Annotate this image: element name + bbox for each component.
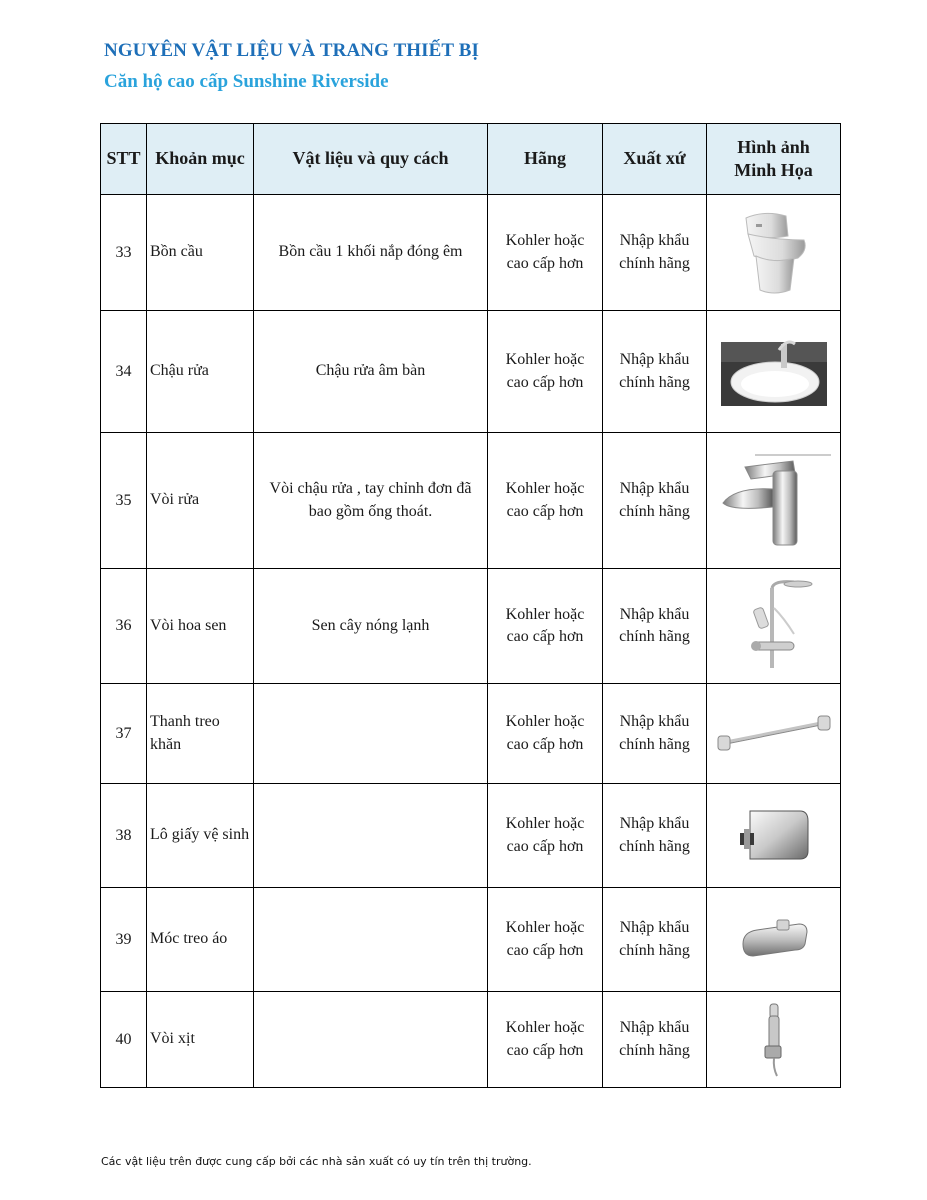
origin-line2: chính hãng	[619, 502, 690, 520]
row-spec	[254, 684, 488, 784]
row-origin	[603, 684, 707, 784]
header-stt: STT	[101, 124, 147, 195]
brand-line2: cao cấp hơn	[506, 941, 584, 959]
brand-line1: Kohler hoặc	[505, 1019, 585, 1037]
header-image	[707, 124, 841, 195]
origin-line1: Nhập khẩu	[619, 480, 690, 498]
brand-line2: cao cấp hơn	[506, 735, 584, 753]
bidet-sprayer-icon	[759, 1002, 789, 1078]
origin-line2: chính hãng	[619, 941, 690, 959]
row-item: Móc treo áo	[147, 888, 254, 992]
faucet-icon	[715, 453, 833, 549]
row-brand	[488, 888, 603, 992]
row-image	[707, 311, 841, 433]
row-spec	[254, 992, 488, 1088]
row-origin	[603, 888, 707, 992]
row-item: Bồn cầu	[147, 195, 254, 311]
origin-line1: Nhập khẩu	[619, 605, 690, 623]
row-stt: 38	[101, 784, 147, 888]
row-brand	[488, 569, 603, 684]
table-row	[101, 784, 841, 888]
origin-line1: Nhập khẩu	[619, 713, 690, 731]
robe-hook-icon	[739, 918, 809, 962]
row-spec: Chậu rửa âm bàn	[254, 311, 488, 433]
row-spec: Sen cây nóng lạnh	[254, 569, 488, 684]
header-image-line2: Minh Họa	[734, 160, 813, 180]
brand-line2: cao cấp hơn	[506, 628, 584, 645]
row-origin	[603, 784, 707, 888]
brand-line1: Kohler hoặc	[505, 713, 585, 731]
brand-line2: cao cấp hơn	[506, 837, 584, 855]
row-image	[707, 569, 841, 684]
row-image	[707, 195, 841, 311]
row-item: Vòi hoa sen	[147, 569, 254, 684]
origin-line2: chính hãng	[619, 735, 690, 753]
brand-line2: cao cấp hơn	[506, 373, 584, 391]
table-row	[101, 195, 841, 311]
table-row	[101, 684, 841, 784]
table-row	[101, 311, 841, 433]
row-origin	[603, 195, 707, 311]
table-header-row	[101, 124, 841, 195]
row-brand	[488, 784, 603, 888]
row-origin	[603, 433, 707, 569]
origin-line1: Nhập khẩu	[619, 351, 690, 369]
origin-line1: Nhập khẩu	[619, 1019, 690, 1037]
row-spec: Bồn cầu 1 khối nắp đóng êm	[254, 195, 488, 311]
row-item: Thanh treo khăn	[147, 684, 254, 784]
row-item: Chậu rửa	[147, 311, 254, 433]
row-stt: 36	[101, 569, 147, 684]
row-brand	[488, 195, 603, 311]
materials-table	[100, 123, 841, 1088]
table-row	[101, 433, 841, 569]
row-image	[707, 888, 841, 992]
origin-line1: Nhập khẩu	[619, 919, 690, 937]
row-brand	[488, 433, 603, 569]
brand-line1: Kohler hoặc	[505, 232, 585, 250]
row-brand	[488, 684, 603, 784]
row-image	[707, 784, 841, 888]
page-title: NGUYÊN VẬT LIỆU VÀ TRANG THIẾT BỊ	[104, 40, 479, 61]
row-spec: Vòi chậu rửa , tay chỉnh đơn đã bao gồm ống thoát.	[254, 433, 488, 569]
row-item: Vòi xịt	[147, 992, 254, 1088]
row-origin	[603, 992, 707, 1088]
table-row	[101, 992, 841, 1088]
row-item: Lô giấy vệ sinh	[147, 784, 254, 888]
header-item: Khoản mục	[147, 124, 254, 195]
header-origin: Xuất xứ	[603, 124, 707, 195]
footer-note: Các vật liệu trên được cung cấp bởi các nhà sản xuất có uy tín trên thị trường.	[101, 1155, 532, 1168]
shower-icon	[734, 578, 814, 674]
row-image	[707, 684, 841, 784]
brand-line2: cao cấp hơn	[506, 502, 584, 520]
table-row	[101, 569, 841, 684]
brand-line2: cao cấp hơn	[506, 254, 584, 272]
origin-line2: chính hãng	[619, 1041, 690, 1059]
origin-line2: chính hãng	[619, 373, 690, 391]
row-origin	[603, 311, 707, 433]
row-brand	[488, 992, 603, 1088]
row-stt: 37	[101, 684, 147, 784]
origin-line2: chính hãng	[619, 837, 690, 855]
brand-line1: Kohler hoặc	[505, 919, 585, 937]
towel-bar-icon	[716, 714, 832, 754]
row-origin	[603, 569, 707, 684]
row-image	[707, 433, 841, 569]
brand-line1: Kohler hoặc	[505, 605, 585, 623]
row-spec	[254, 888, 488, 992]
brand-line1: Kohler hoặc	[505, 480, 585, 498]
origin-line1: Nhập khẩu	[619, 232, 690, 250]
row-stt: 39	[101, 888, 147, 992]
origin-line2: chính hãng	[619, 628, 690, 645]
header-spec: Vật liệu và quy cách	[254, 124, 488, 195]
row-image	[707, 992, 841, 1088]
brand-line1: Kohler hoặc	[505, 351, 585, 369]
row-stt: 33	[101, 195, 147, 311]
origin-line2: chính hãng	[619, 254, 690, 272]
row-stt: 40	[101, 992, 147, 1088]
row-spec	[254, 784, 488, 888]
origin-line1: Nhập khẩu	[619, 815, 690, 833]
brand-line1: Kohler hoặc	[505, 815, 585, 833]
header-image-line1: Hình ảnh	[737, 136, 810, 157]
toilet-paper-holder-icon	[736, 807, 812, 865]
header-brand: Hãng	[488, 124, 603, 195]
row-brand	[488, 311, 603, 433]
toilet-icon	[734, 210, 814, 296]
sink-icon	[721, 336, 827, 408]
table-row	[101, 888, 841, 992]
row-stt: 34	[101, 311, 147, 433]
page-subtitle: Căn hộ cao cấp Sunshine Riverside	[104, 71, 389, 92]
brand-line2: cao cấp hơn	[506, 1041, 584, 1059]
row-item: Vòi rửa	[147, 433, 254, 569]
row-stt: 35	[101, 433, 147, 569]
